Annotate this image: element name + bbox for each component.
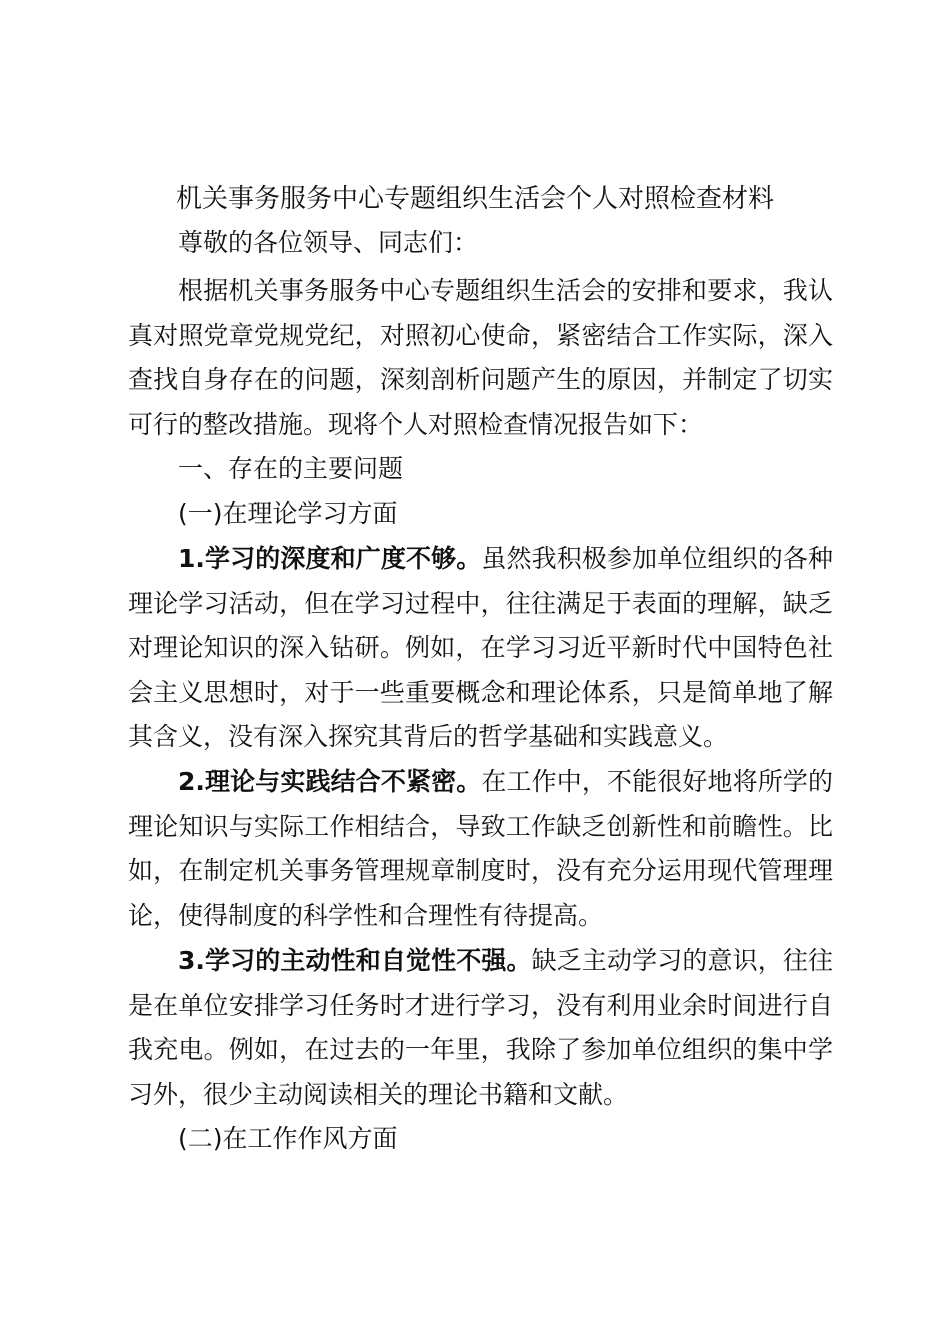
problem-item-1-lead: 1.学习的深度和广度不够。 xyxy=(178,544,482,573)
problem-item-1 xyxy=(128,537,833,760)
problem-item-2-lead: 2.理论与实践结合不紧密。 xyxy=(178,767,482,796)
section-heading-problems: 一、存在的主要问题 xyxy=(178,454,404,483)
subsection-heading-work-style: (二)在工作作风方面 xyxy=(178,1124,398,1153)
problem-item-2-text: 在工作中，不能很好地将所学的理论知识与实际工作相结合，导致工作缺乏创新性和前瞻性。比如，在制定机关事务管理规章制度时，没有充分运用现代管理理论，使得制度的科学性和合理性有待提高。 xyxy=(128,767,833,930)
subsection-heading-theory-study: (一)在理论学习方面 xyxy=(178,499,398,528)
problem-item-3 xyxy=(128,939,833,1117)
problem-item-3-text: 缺乏主动学习的意识，往往是在单位安排学习任务时才进行学习，没有利用业余时间进行自我充电。例如，在过去的一年里，我除了参加单位组织的集中学习外，很少主动阅读相关的理论书籍和文献。 xyxy=(128,946,833,1109)
salutation: 尊敬的各位领导、同志们： xyxy=(178,228,479,257)
intro-paragraph: 根据机关事务服务中心专题组织生活会的安排和要求，我认真对照党章党规党纪，对照初心使命，紧密结合工作实际，深入查找自身存在的问题，深刻剖析问题产生的原因，并制定了切实可行的整改措施。现将个人对照检查情况报告如下： xyxy=(128,276,833,439)
document-title: 机关事务服务中心专题组织生活会个人对照检查材料 xyxy=(175,184,774,214)
problem-item-1-text: 虽然我积极参加单位组织的各种理论学习活动，但在学习过程中，往往满足于表面的理解，缺乏对理论知识的深入钻研。例如，在学习习近平新时代中国特色社会主义思想时，对于一些重要概念和理论体系，只是简单地了解其含义，没有深入探究其背后的哲学基础和实践意义。 xyxy=(128,544,833,752)
problem-item-2 xyxy=(128,760,833,938)
problem-item-3-lead: 3.学习的主动性和自觉性不强。 xyxy=(178,946,532,975)
